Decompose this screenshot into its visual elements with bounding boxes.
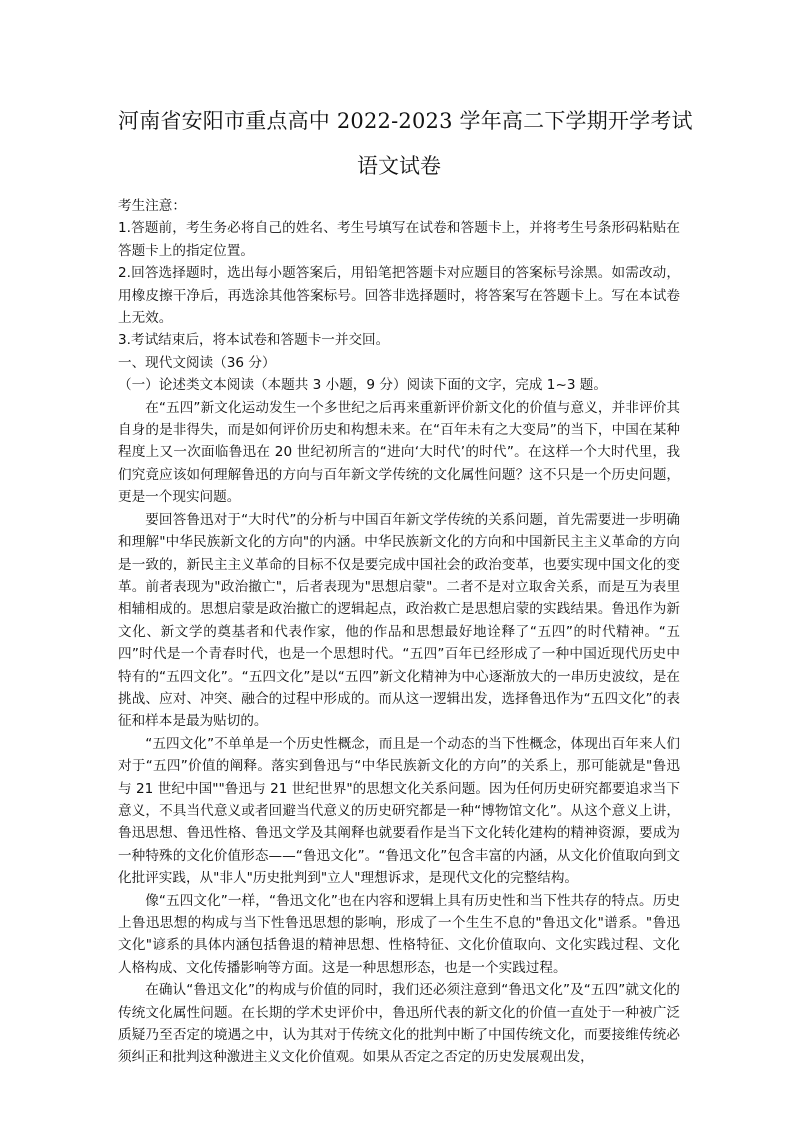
passage-paragraph-4: 像“五四文化”一样，“鲁迅文化”也在内容和逻辑上具有历史性和当下性共存的特点。历史上鲁迅思想的构成与当下性鲁迅思想的影响，形成了一个生生不息的"鲁迅文化"谱系。"鲁迅文化"谚系的具体内涵包括鲁退的精神思想、性格特征、文化价值取向、文化实践过程、文化人格构成、文化传播影响等方面。这是一种思想形态，也是一个实践过程。 [118,892,680,976]
notice-block [118,195,680,352]
notice-item-1: 1.答题前，考生务必将自己的姓名、考生号填写在试卷和答题卡上，并将考生号条形码粘贴在答题卡上的指定位置。 [118,220,680,259]
passage-paragraph-5: 在确认“鲁迅文化”的构成与价值的同时，我们还必须注意到“鲁迅文化”及“五四”就文化的传统文化属性问题。在长期的学术史评价中，鲁迅所代表的新文化的价值一直处于一种被广泛质疑乃至否定的境遇之中，认为其对于传统文化的批判中断了中国传统文化，而要接维传统必须纠正和批判这种激进主义文化价值观。如果从否定之否定的历史发展观出发， [118,982,680,1066]
reading-passage [118,397,680,1069]
notice-heading: 考生注意： [118,198,186,214]
exam-subtitle: 语文试卷 [357,154,441,178]
notice-item-3: 3.考试结束后，将本试卷和答题卡一并交回。 [118,332,390,349]
section-sub-heading: （一）论述类文本阅读（本题共 3 小题，9 分）阅读下面的文字，完成 1~3 题。 [118,377,607,394]
notice-item-2: 2.回答选择题时，选出每小题答案后，用铅笔把答题卡对应题目的答案标号涂黑。如需改动，用橡皮擦干净后，再选涂其他答案标号。回答非选择题时，将答案写在答题卡上。写在本试卷上无效。 [118,265,680,327]
passage-paragraph-1: 在“五四”新文化运动发生一个多世纪之后再来重新评价新文化的价值与意义，并非评价其自身的是非得失，而是如何评价历史和构想未来。在“百年未有之大变局”的当下，中国在某种程度上又一次面临鲁迅在 20 世纪初所言的“进向‘大时代’的时代”。在这样一个大时代里，我们究竟应该如何理解鲁迅的方向与百年新文学传统的文化属性问题？这不只是一个历史问题，更是一个现实问题。 [118,399,680,506]
passage-paragraph-2: 要回答鲁迅对于“大时代”的分析与中国百年新文学传统的关系问题，首先需要进一步明确和理解"中华民族新文化的方向"的内涵。中华民族新文化的方向和中国新民主主义革命的方向是一致的，新民主主义革命的目标不仅是要完成中国社会的政治变革，也要实现中国文化的变革。前者表现为"政治撤亡"，后者表现为"思想启蒙"。二者不是对立取舍关系，而是互为表里相辅相成的。思想启蒙是政治撤亡的逻辑起点，政治救亡是思想启蒙的实践结果。鲁迅作为新文化、新文学的奠基者和代表作家，他的作品和思想最好地诠释了“五四”的时代精神。“五四”时代是一个青春时代，也是一个思想时代。“五四”百年已经形成了一种中国近现代历史中特有的“五四文化”。“五四文化”是以“五四”新文化精神为中心逐渐放大的一串历史波纹，是在挑战、应对、冲突、融合的过程中形成的。而从这一逻辑出发，选择鲁迅作为“五四文化”的表征和样本是最为贴切的。 [118,511,680,730]
passage-paragraph-3: “五四文化”不单单是一个历史性概念，而且是一个动态的当下性概念，体现出百年来人们对于“五四”价值的阐释。落实到鲁迅与“中华民族新文化的方向”的关系上，那可能就是"鲁迅与 21 世纪中国""鲁迅与 21 世纪世界"的思想文化关系问题。因为任何历史研究都要追求当下意义，不具当代意义或者回避当代意义的历史研究都是一种“博物馆文化”。从这个意义上讲，鲁迅思想、鲁迅性格、鲁迅文学及其阐释也就要看作是当下文化转化建构的精神资源，要成为一种特殊的文化价值形态——“鲁迅文化”。“鲁迅文化”包含丰富的内涵，从文化价值取向到文化批评实践，从"非人"历史批判到"立人"理想诉求，是现代文化的完整结构。 [118,735,680,887]
exam-title: 河南省安阳市重点高中 2022-2023 学年高二下学期开学考试 [118,109,693,133]
section-heading: 一、现代文阅读（36 分） [118,354,276,371]
